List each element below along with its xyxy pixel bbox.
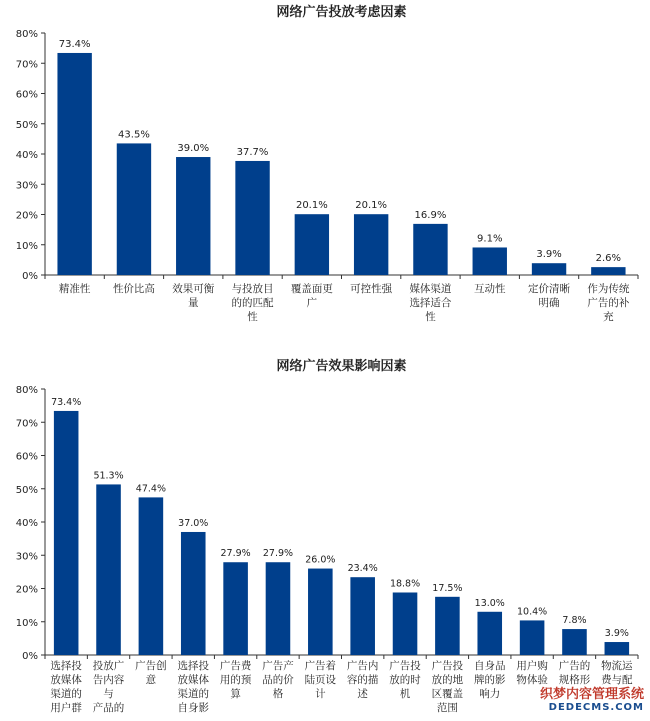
- chart2-category-label-line: 广告的: [558, 660, 591, 672]
- chart2-category-label-line: 放媒体: [50, 674, 82, 686]
- chart1-category-label-line: 与投放目: [231, 283, 274, 295]
- chart2-category-label-line: 计: [315, 688, 326, 700]
- chart1-category-label-line: 明确: [538, 297, 560, 309]
- chart2-category-label-line: 容的描: [346, 674, 379, 686]
- chart1-category-label-line: 作为传统: [587, 283, 630, 295]
- chart1-category-label-line: 媒体渠道: [409, 283, 452, 295]
- chart1-category-label: [474, 282, 506, 295]
- chart1-data-label: 73.4%: [58, 38, 91, 50]
- chart1-data-label: 20.1%: [355, 200, 388, 212]
- chart2-category-label-line: 选择投: [50, 660, 82, 672]
- chart2-category-label: [262, 659, 294, 700]
- chart2-data-label: 10.4%: [517, 606, 548, 618]
- chart1-category-label: [59, 282, 91, 295]
- chart2-category-label-line: 放的地: [431, 674, 464, 686]
- chart2-category-label-line: 广告创: [135, 660, 167, 672]
- chart2-bar: [266, 562, 291, 655]
- chart2-category-label-line: 放的时: [389, 674, 421, 686]
- chart1-y-tick-label: 70%: [15, 59, 38, 71]
- chart2-bar: [477, 612, 502, 655]
- chart2-bar: [350, 577, 375, 655]
- chart1-category-label-line: 的的匹配: [231, 297, 274, 309]
- chart1-data-label: 43.5%: [118, 129, 150, 141]
- chart2-category-label-line: 自身影: [177, 702, 209, 714]
- chart2-category-label-line: 述: [357, 688, 368, 700]
- chart1-data-label: 39.0%: [177, 143, 210, 155]
- chart2-category-label-line: 陆页设: [304, 674, 337, 686]
- chart2-y-tick-label: 30%: [15, 551, 38, 563]
- chart2-y-tick-label: 50%: [15, 484, 38, 496]
- chart2-bar: [435, 597, 460, 655]
- chart2-category-label-line: 意: [145, 674, 157, 686]
- chart2-category-label-line: 响力: [479, 688, 501, 700]
- chart2-category-label: [347, 659, 379, 700]
- chart2-y-tick-label: 40%: [15, 518, 38, 529]
- chart2-category-label-line: 物流运: [601, 660, 633, 672]
- chart2-category-label-line: 渠道的: [177, 688, 209, 700]
- chart1-category-label: [409, 282, 451, 323]
- chart2-bar: [54, 411, 79, 655]
- chart2-category-label-line: 区覆盖: [431, 688, 464, 700]
- chart2-category-label-line: 放媒体: [177, 674, 209, 686]
- chart2-bar: [96, 484, 121, 655]
- chart2-bar: [181, 532, 206, 655]
- chart1-bar: [354, 214, 388, 275]
- chart2-category-label-line: 用的预: [219, 674, 252, 686]
- chart2-y-tick-label: 20%: [15, 584, 38, 596]
- chart1-data-label: 37.7%: [236, 146, 269, 158]
- chart2-title: 网络广告效果影响因素: [276, 359, 407, 374]
- chart1-category-label: [528, 282, 570, 309]
- chart1-category-label-line: 广: [306, 297, 318, 309]
- chart2-data-label: 27.9%: [262, 548, 294, 560]
- chart2-category-label-line: 广告产: [262, 660, 294, 672]
- chart2-bar: [562, 629, 587, 655]
- chart2-category-label-line: 范围: [436, 702, 458, 714]
- chart1-category-label-line: 定价清晰: [528, 283, 571, 295]
- chart2-category-label-line: 广告投: [389, 660, 421, 672]
- chart1-category-label: [232, 282, 274, 323]
- chart1-category-label-line: 充: [603, 311, 614, 323]
- chart2-category-label: [516, 659, 548, 686]
- chart2-bar: [223, 562, 248, 655]
- chart1-category-label: [291, 282, 333, 309]
- chart2-category-label: [559, 659, 591, 686]
- chart1-bar: [413, 224, 447, 275]
- chart2-category-label-line: 物体验: [516, 674, 548, 686]
- chart2-category-label: [50, 659, 82, 714]
- chart1-data-label: 3.9%: [536, 249, 562, 261]
- chart2-category-label: [93, 659, 125, 714]
- chart2-category-label: [601, 659, 633, 686]
- chart2-category-label-line: 机: [399, 688, 411, 700]
- chart1-category-label-line: 可控性强: [350, 283, 393, 295]
- chart2-y-tick-label: 80%: [15, 385, 38, 396]
- chart2-bar: [605, 642, 630, 655]
- chart1-y-tick-label: 60%: [15, 89, 38, 101]
- chart2-category-label: [220, 659, 252, 700]
- chart1-bar: [532, 263, 566, 275]
- chart1-bar: [473, 247, 507, 275]
- chart2-bar: [393, 592, 418, 655]
- chart2-category-label-line: 品的价: [262, 674, 294, 686]
- chart1-y-tick-label: 30%: [15, 180, 38, 192]
- chart2-category-label-line: 选择投: [177, 660, 209, 672]
- chart1-category-label-line: 精准性: [58, 283, 91, 295]
- chart2-category-label: [474, 659, 506, 700]
- chart1-category-label: [172, 282, 214, 309]
- chart2-data-label: 26.0%: [305, 554, 336, 566]
- chart1-category-label-line: 量: [188, 297, 199, 309]
- chart1-category-label-line: 效果可衡: [172, 283, 215, 295]
- chart1-category-label: [587, 282, 629, 323]
- chart2-bar: [520, 620, 545, 655]
- chart1-data-label: 9.1%: [477, 233, 503, 245]
- chart2-category-label: [305, 659, 337, 700]
- chart2-category-label-line: 广告投: [431, 660, 464, 672]
- chart1-bar: [591, 267, 625, 275]
- chart2-data-label: 27.9%: [220, 548, 251, 560]
- chart2-data-label: 47.4%: [135, 483, 166, 495]
- chart2-category-label-line: 自身品: [474, 660, 506, 672]
- chart2-category-label-line: 广告着: [304, 660, 337, 672]
- chart2-category-label-line: 格: [272, 688, 284, 700]
- chart2-category-label-line: 告内容: [92, 674, 125, 686]
- chart1-title: 网络广告投放考虑因素: [276, 5, 407, 20]
- watermark-logo: [524, 687, 644, 717]
- watermark-text-cn: 织梦内容管理系统: [539, 687, 644, 702]
- chart2-category-label-line: 与: [103, 688, 114, 700]
- chart2-y-tick-label: 0%: [22, 651, 38, 662]
- chart1-category-label: [350, 282, 392, 295]
- chart1-category-label-line: 覆盖面更: [290, 283, 333, 295]
- chart1-y-tick-label: 80%: [15, 29, 38, 40]
- chart1-category-label-line: 广告的补: [587, 297, 630, 309]
- chart2-category-label-line: 投放广: [92, 660, 125, 672]
- chart2-category-label-line: 广告内: [346, 660, 379, 672]
- chart1-bar: [57, 53, 91, 275]
- chart1-y-tick-label: 0%: [22, 271, 38, 282]
- chart2-data-label: 7.8%: [562, 615, 587, 627]
- chart1-category-label-line: 性价比高: [112, 283, 155, 295]
- chart1-y-tick-label: 50%: [15, 119, 38, 131]
- chart2-y-tick-label: 70%: [15, 418, 38, 430]
- chart1-data-label: 16.9%: [414, 209, 447, 221]
- chart2-data-label: 3.9%: [604, 628, 629, 640]
- chart2-y-tick-label: 10%: [15, 617, 38, 629]
- chart2-data-label: 13.0%: [474, 597, 505, 609]
- chart1-category-label-line: 性: [425, 311, 436, 323]
- chart1-y-tick-label: 10%: [15, 240, 38, 252]
- chart2-category-label: [432, 659, 464, 714]
- chart1-bar: [117, 143, 151, 275]
- chart2-bar: [139, 497, 164, 655]
- chart2-category-label-line: 用户购: [516, 660, 548, 672]
- chart2-data-label: 23.4%: [347, 563, 378, 575]
- chart1-y-tick-label: 40%: [15, 150, 38, 161]
- chart2-data-label: 37.0%: [178, 517, 209, 529]
- chart1-data-label: 20.1%: [295, 200, 328, 212]
- chart2-category-label-line: 规格形: [558, 674, 591, 686]
- chart1-category-label-line: 选择适合: [409, 297, 452, 309]
- chart2-category-label-line: 牌的影: [474, 674, 506, 686]
- chart1-category-label-line: 互动性: [474, 283, 506, 295]
- chart2-category-label-line: 用户群: [50, 702, 82, 714]
- chart2-bar: [308, 569, 333, 655]
- chart1-bar: [235, 161, 269, 275]
- chart2-data-label: 18.8%: [389, 578, 421, 590]
- chart2-y-tick-label: 60%: [15, 451, 38, 463]
- chart2-category-label-line: 渠道的: [50, 688, 82, 700]
- chart2-category-label-line: 广告费: [219, 660, 252, 672]
- chart1-data-label: 2.6%: [595, 253, 622, 265]
- chart2-category-label-line: 费与配: [601, 674, 633, 686]
- chart1-category-label: [113, 282, 155, 295]
- chart1-bar: [295, 214, 329, 275]
- chart2-data-label: 73.4%: [51, 396, 82, 408]
- chart2-category-label: [178, 659, 210, 714]
- chart2-category-label-line: 产品的: [92, 702, 125, 714]
- chart2-data-label: 17.5%: [432, 582, 463, 594]
- chart2-data-label: 51.3%: [93, 470, 124, 482]
- chart1-y-tick-label: 20%: [15, 210, 38, 222]
- chart1-bar: [176, 157, 210, 275]
- chart2-category-label: [135, 659, 167, 686]
- chart2-category-label: [389, 659, 421, 700]
- chart2-category-label-line: 算: [230, 688, 241, 700]
- watermark-text-en: DEDECMS.COM: [548, 702, 644, 713]
- chart1-category-label-line: 性: [247, 311, 258, 323]
